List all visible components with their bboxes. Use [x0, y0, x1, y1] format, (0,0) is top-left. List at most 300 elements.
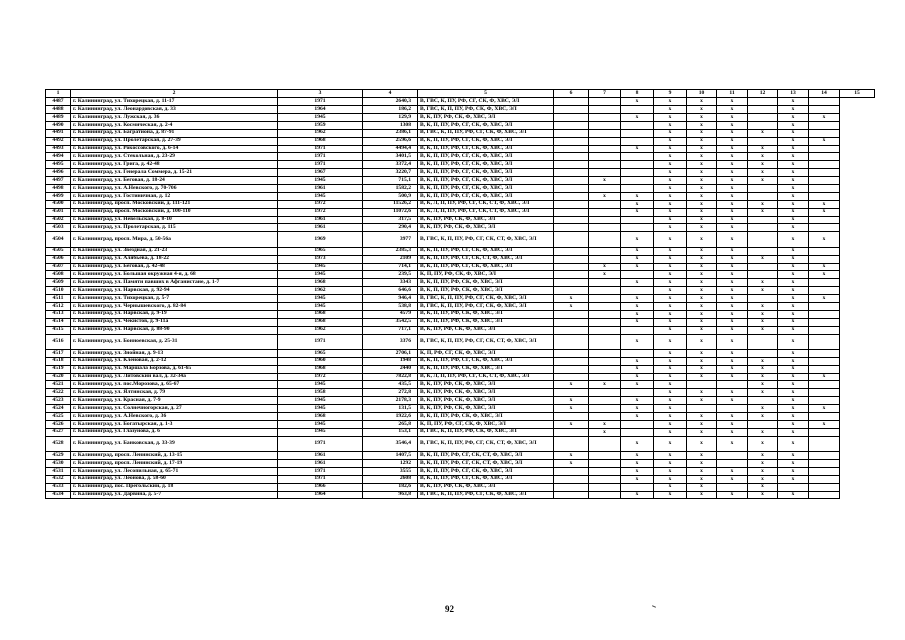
- mark-cell: x: [778, 405, 809, 413]
- area-cell: 11072,6: [363, 208, 418, 216]
- address-cell: г. Калининград, просп. Московский, д. 100-110: [71, 208, 278, 216]
- mark-cell: x: [778, 153, 809, 161]
- mark-cell: x: [717, 436, 748, 451]
- mark-cell: x: [687, 334, 717, 349]
- mark-cell: [589, 295, 621, 303]
- mark-cell: x: [717, 349, 748, 357]
- mark-cell: [621, 106, 654, 114]
- area-cell: 182,6: [363, 483, 418, 491]
- mark-cell: x: [654, 232, 687, 247]
- mark-cell: x: [778, 279, 809, 287]
- area-cell: 3555: [363, 467, 418, 475]
- address-cell: г. Калининград, ул. Знойная, д. 9-13: [71, 349, 278, 357]
- row-number: 4491: [46, 129, 71, 137]
- mark-cell: x: [687, 420, 717, 428]
- address-cell: г. Калининград, ул. А.Невского, д. 36: [71, 413, 278, 421]
- mark-cell: x: [717, 121, 748, 129]
- mark-cell: x: [778, 475, 809, 483]
- mark-cell: x: [654, 334, 687, 349]
- row-number: 4530: [46, 459, 71, 467]
- mark-cell: [554, 318, 589, 326]
- table-row: [46, 389, 875, 397]
- mark-cell: x: [654, 381, 687, 389]
- year-cell: 1968: [278, 279, 363, 287]
- systems-cell: В, К, ПУ, РФ, СК, Ф, ХВС, ЭЛ: [418, 405, 554, 413]
- area-cell: 3977: [363, 232, 418, 247]
- year-cell: 1945: [278, 192, 363, 200]
- table-row: [46, 161, 875, 169]
- mark-cell: x: [654, 467, 687, 475]
- mark-cell: x: [687, 216, 717, 224]
- mark-cell: x: [621, 413, 654, 421]
- address-cell: г. Калининград, ул. Звездная, д. 21-23: [71, 247, 278, 255]
- mark-cell: x: [778, 247, 809, 255]
- row-number: 4531: [46, 467, 71, 475]
- mark-cell: [589, 357, 621, 365]
- row-number: 4493: [46, 145, 71, 153]
- year-cell: 1971: [278, 334, 363, 349]
- mark-cell: x: [654, 475, 687, 483]
- mark-cell: x: [621, 459, 654, 467]
- area-cell: 3372,4: [363, 161, 418, 169]
- address-cell: г. Калининград, ул. Пролетарская, д. 115: [71, 224, 278, 232]
- mark-cell: [554, 287, 589, 295]
- mark-cell: x: [748, 318, 778, 326]
- mark-cell: [554, 184, 589, 192]
- mark-cell: x: [778, 389, 809, 397]
- mark-cell: x: [621, 397, 654, 405]
- mark-cell: x: [621, 263, 654, 271]
- address-cell: г. Калининград, ул. А.Невского, д. 70-706: [71, 184, 278, 192]
- address-cell: г. Калининград, ул. Тихорецкая, д. 5-7: [71, 295, 278, 303]
- row-number: 4517: [46, 349, 71, 357]
- area-cell: 2109: [363, 255, 418, 263]
- systems-cell: В, К, ПУ, РФ, СК, Ф, ХВС, ЭЛ: [418, 397, 554, 405]
- area-cell: 2386,1: [363, 129, 418, 137]
- area-cell: 2706,1: [363, 349, 418, 357]
- table-row: [46, 373, 875, 381]
- mark-cell: [589, 137, 621, 145]
- mark-cell: x: [809, 263, 840, 271]
- mark-cell: x: [778, 310, 809, 318]
- mark-cell: x: [687, 184, 717, 192]
- mark-cell: x: [809, 271, 840, 279]
- mark-cell: x: [687, 113, 717, 121]
- mark-cell: x: [778, 208, 809, 216]
- area-cell: 3343: [363, 279, 418, 287]
- table-row: [46, 365, 875, 373]
- mark-cell: [717, 452, 748, 460]
- row-number: 4526: [46, 420, 71, 428]
- mark-cell: x: [748, 161, 778, 169]
- mark-cell: [589, 349, 621, 357]
- year-cell: 1962: [278, 326, 363, 334]
- row-number: 4503: [46, 224, 71, 232]
- address-cell: г. Калининград, просп. Мира, д. 50-56а: [71, 232, 278, 247]
- mark-cell: [589, 106, 621, 114]
- mark-cell: x: [687, 263, 717, 271]
- row-number: 4534: [46, 491, 71, 499]
- systems-cell: В, К, ПУ, РФ, СК, Ф, ХВС, ЭЛ: [418, 216, 554, 224]
- systems-cell: К, П, ПУ, РФ, СГ, СК, Ф, ХВС, ЭЛ: [418, 420, 554, 428]
- mark-cell: x: [621, 405, 654, 413]
- mark-cell: x: [654, 255, 687, 263]
- mark-cell: x: [717, 247, 748, 255]
- mark-cell: x: [717, 137, 748, 145]
- year-cell: 1966: [278, 483, 363, 491]
- table-row: [46, 491, 875, 499]
- address-cell: г. Калининград, ул. Ялтинская, д. 79: [71, 389, 278, 397]
- mark-cell: x: [621, 318, 654, 326]
- mark-cell: x: [687, 459, 717, 467]
- row-number: 4508: [46, 271, 71, 279]
- mark-cell: x: [687, 357, 717, 365]
- mark-cell: x: [778, 137, 809, 145]
- mark-cell: [748, 271, 778, 279]
- mark-cell: [554, 192, 589, 200]
- table-row: [46, 216, 875, 224]
- address-cell: г. Калининград, ул. Невельская, д. 8-10: [71, 216, 278, 224]
- mark-cell: [621, 137, 654, 145]
- mark-cell: [589, 287, 621, 295]
- row-number: 4492: [46, 137, 71, 145]
- row-number: 4514: [46, 318, 71, 326]
- mark-cell: [809, 129, 840, 137]
- mark-cell: x: [748, 389, 778, 397]
- mark-cell: x: [778, 295, 809, 303]
- year-cell: 1945: [278, 397, 363, 405]
- address-cell: г. Калининград, просп. Ленинский, д. 13-15: [71, 452, 278, 460]
- systems-cell: В, ГВС, К, П, ПУ, РФ, СГ, СК, Ф, ХВС, ЭЛ: [418, 302, 554, 310]
- mark-cell: x: [654, 459, 687, 467]
- mark-cell: [621, 326, 654, 334]
- mark-cell: [621, 121, 654, 129]
- mark-cell: x: [687, 153, 717, 161]
- mark-cell: x: [748, 200, 778, 208]
- mark-cell: [589, 334, 621, 349]
- mark-cell: x: [809, 113, 840, 121]
- mark-cell: [809, 413, 840, 421]
- address-cell: г. Калининград, ул. Банковская, д. 33-39: [71, 436, 278, 451]
- table-row: [46, 113, 875, 121]
- mark-cell: [554, 349, 589, 357]
- mark-cell: x: [778, 326, 809, 334]
- mark-cell: [554, 279, 589, 287]
- area-cell: 963,8: [363, 491, 418, 499]
- mark-cell: x: [717, 365, 748, 373]
- mark-cell: [809, 381, 840, 389]
- column-header: 10: [687, 90, 717, 98]
- mark-cell: [809, 452, 840, 460]
- mark-cell: [687, 405, 717, 413]
- area-cell: 3220,7: [363, 169, 418, 177]
- mark-cell: x: [687, 475, 717, 483]
- address-cell: г. Калининград, ул. Генерала Соммера, д. 15-21: [71, 169, 278, 177]
- row-number: 4489: [46, 113, 71, 121]
- mark-cell: [589, 200, 621, 208]
- mark-cell: x: [621, 98, 654, 106]
- mark-cell: x: [748, 491, 778, 499]
- year-cell: 1945: [278, 381, 363, 389]
- mark-cell: x: [748, 357, 778, 365]
- mark-cell: [748, 137, 778, 145]
- systems-cell: В, ГВС, К, П, ПУ, РФ, СГ, СК, Ф, ХВС, ЭЛ: [418, 295, 554, 303]
- mark-cell: x: [717, 153, 748, 161]
- mark-cell: x: [778, 459, 809, 467]
- row-number: 4497: [46, 177, 71, 185]
- row-number: 4488: [46, 106, 71, 114]
- mark-cell: [809, 310, 840, 318]
- address-cell: г. Калининград, ул. Лужская, д. 36: [71, 113, 278, 121]
- row-number: 4501: [46, 208, 71, 216]
- systems-cell: В, К, ПУ, РФ, СК, Ф, ХВС, ЭЛ: [418, 113, 554, 121]
- row-number: 4527: [46, 428, 71, 436]
- mark-cell: [554, 121, 589, 129]
- area-cell: 4579: [363, 310, 418, 318]
- mark-cell: x: [621, 295, 654, 303]
- mark-cell: x: [717, 263, 748, 271]
- mark-cell: x: [687, 483, 717, 491]
- address-cell: г. Калининград, просп. Ленинский, д. 17-19: [71, 459, 278, 467]
- row-number: 4506: [46, 255, 71, 263]
- table-row: [46, 452, 875, 460]
- year-cell: 1968: [278, 413, 363, 421]
- mark-cell: [809, 349, 840, 357]
- page-number: 92: [445, 604, 454, 614]
- area-cell: 7822,8: [363, 373, 418, 381]
- mark-cell: [554, 224, 589, 232]
- systems-cell: В, К, П, ПУ, РФ, СК, Ф, ХВС, ЭЛ: [418, 279, 554, 287]
- year-cell: 1962: [278, 287, 363, 295]
- year-cell: 1971: [278, 436, 363, 451]
- mark-cell: x: [687, 318, 717, 326]
- mark-cell: x: [778, 145, 809, 153]
- area-cell: 435,5: [363, 381, 418, 389]
- address-cell: г. Калининград, ул. пос.Морозова, д. 65-67: [71, 381, 278, 389]
- column-header: 1: [46, 90, 71, 98]
- mark-cell: x: [778, 302, 809, 310]
- area-cell: 1292: [363, 459, 418, 467]
- mark-cell: x: [717, 184, 748, 192]
- mark-cell: x: [748, 177, 778, 185]
- mark-cell: x: [621, 373, 654, 381]
- mark-cell: [589, 145, 621, 153]
- mark-cell: x: [621, 436, 654, 451]
- mark-cell: x: [748, 483, 778, 491]
- mark-cell: [809, 145, 840, 153]
- mark-cell: [589, 413, 621, 421]
- mark-cell: x: [654, 318, 687, 326]
- column-header: 5: [418, 90, 554, 98]
- mark-cell: x: [621, 279, 654, 287]
- mark-cell: x: [809, 295, 840, 303]
- year-cell: 1971: [278, 98, 363, 106]
- mark-cell: x: [687, 287, 717, 295]
- address-cell: г. Калининград, ул. Тихорецкая, д. 11-17: [71, 98, 278, 106]
- mark-cell: x: [717, 397, 748, 405]
- row-number: 4520: [46, 373, 71, 381]
- year-cell: 1965: [278, 349, 363, 357]
- mark-cell: [748, 263, 778, 271]
- mark-cell: [589, 216, 621, 224]
- mark-cell: [621, 177, 654, 185]
- mark-cell: x: [809, 208, 840, 216]
- mark-cell: x: [687, 129, 717, 137]
- mark-cell: x: [621, 357, 654, 365]
- mark-cell: x: [748, 373, 778, 381]
- mark-cell: x: [717, 255, 748, 263]
- area-cell: 153,1: [363, 428, 418, 436]
- mark-cell: x: [687, 452, 717, 460]
- mark-cell: x: [554, 397, 589, 405]
- mark-cell: [589, 452, 621, 460]
- mark-cell: x: [687, 365, 717, 373]
- mark-cell: x: [748, 145, 778, 153]
- mark-cell: x: [687, 467, 717, 475]
- systems-cell: В, ГВС, К, П, ПУ, РФ, СК, Ф, ХВС, ЭЛ: [418, 106, 554, 114]
- mark-cell: x: [717, 491, 748, 499]
- year-cell: 1968: [278, 318, 363, 326]
- mark-cell: x: [621, 452, 654, 460]
- mark-cell: x: [687, 279, 717, 287]
- mark-cell: x: [748, 459, 778, 467]
- mark-cell: [554, 153, 589, 161]
- mark-cell: [554, 357, 589, 365]
- row-number: 4533: [46, 483, 71, 491]
- mark-cell: [809, 216, 840, 224]
- year-cell: 1961: [278, 216, 363, 224]
- row-number: 4500: [46, 200, 71, 208]
- table-row: [46, 121, 875, 129]
- mark-cell: [554, 208, 589, 216]
- mark-cell: [554, 106, 589, 114]
- year-cell: 1945: [278, 428, 363, 436]
- mark-cell: [687, 381, 717, 389]
- mark-cell: x: [809, 137, 840, 145]
- mark-cell: x: [654, 192, 687, 200]
- mark-cell: x: [748, 467, 778, 475]
- year-cell: 1961: [278, 459, 363, 467]
- mark-cell: x: [687, 428, 717, 436]
- mark-cell: x: [654, 389, 687, 397]
- row-number: 4504: [46, 232, 71, 247]
- mark-cell: x: [748, 208, 778, 216]
- mark-cell: [589, 459, 621, 467]
- year-cell: 1961: [278, 184, 363, 192]
- mark-cell: x: [621, 381, 654, 389]
- mark-cell: [809, 255, 840, 263]
- mark-cell: x: [687, 295, 717, 303]
- year-cell: 1964: [278, 106, 363, 114]
- mark-cell: x: [687, 200, 717, 208]
- systems-cell: В, К, П, ПУ, РФ, СГ, СК, Ф, ХВС, ЭЛ: [418, 192, 554, 200]
- mark-cell: x: [654, 279, 687, 287]
- row-number: 4513: [46, 310, 71, 318]
- mark-cell: x: [687, 106, 717, 114]
- table-row: [46, 153, 875, 161]
- column-header: 7: [589, 90, 621, 98]
- mark-cell: [621, 349, 654, 357]
- mark-cell: x: [778, 271, 809, 279]
- mark-cell: x: [717, 129, 748, 137]
- table-row: [46, 381, 875, 389]
- mark-cell: x: [687, 310, 717, 318]
- table-row: [46, 106, 875, 114]
- mark-cell: x: [717, 467, 748, 475]
- mark-cell: x: [687, 177, 717, 185]
- mark-cell: [554, 365, 589, 373]
- mark-cell: x: [748, 153, 778, 161]
- address-cell: г. Калининград, ул. Литовский вал, д. 32-34а: [71, 373, 278, 381]
- mark-cell: x: [654, 271, 687, 279]
- year-cell: 1964: [278, 491, 363, 499]
- mark-cell: x: [687, 98, 717, 106]
- mark-cell: x: [589, 192, 621, 200]
- year-cell: 1967: [278, 169, 363, 177]
- mark-cell: x: [654, 153, 687, 161]
- mark-cell: x: [687, 271, 717, 279]
- mark-cell: [809, 121, 840, 129]
- mark-cell: x: [654, 452, 687, 460]
- systems-cell: В, К, П, ПУ, РФ, СГ, СК, Ф, ХВС, ЭЛ: [418, 145, 554, 153]
- mark-cell: [554, 145, 589, 153]
- mark-cell: [748, 295, 778, 303]
- mark-cell: [809, 357, 840, 365]
- table-row: [46, 475, 875, 483]
- mark-cell: x: [809, 373, 840, 381]
- mark-cell: x: [778, 467, 809, 475]
- mark-cell: [748, 184, 778, 192]
- mark-cell: x: [621, 475, 654, 483]
- mark-cell: x: [748, 405, 778, 413]
- table-row: [46, 263, 875, 271]
- table-row: [46, 271, 875, 279]
- year-cell: 1945: [278, 420, 363, 428]
- mark-cell: x: [717, 389, 748, 397]
- mark-cell: [809, 247, 840, 255]
- mark-cell: x: [687, 436, 717, 451]
- mark-cell: x: [654, 373, 687, 381]
- mark-cell: x: [654, 145, 687, 153]
- table-row: [46, 177, 875, 185]
- mark-cell: [809, 153, 840, 161]
- mark-cell: x: [654, 263, 687, 271]
- year-cell: 1971: [278, 475, 363, 483]
- row-number: 4522: [46, 389, 71, 397]
- mark-cell: x: [654, 161, 687, 169]
- systems-cell: В, ГВС, К, П, ПУ, РФ, СГ, СК, Ф, ХВС, ЭЛ: [418, 491, 554, 499]
- mark-cell: [589, 318, 621, 326]
- mark-cell: x: [654, 405, 687, 413]
- table-row: [46, 224, 875, 232]
- mark-cell: x: [748, 326, 778, 334]
- mark-cell: [554, 169, 589, 177]
- area-cell: 2608: [363, 475, 418, 483]
- mark-cell: [809, 98, 840, 106]
- mark-cell: x: [654, 106, 687, 114]
- row-number: 4510: [46, 287, 71, 295]
- column-header: 13: [778, 90, 809, 98]
- year-cell: 1945: [278, 302, 363, 310]
- row-number: 4495: [46, 161, 71, 169]
- mark-cell: x: [778, 428, 809, 436]
- mark-cell: [554, 491, 589, 499]
- mark-cell: [621, 420, 654, 428]
- year-cell: 1959: [278, 121, 363, 129]
- mark-cell: x: [717, 98, 748, 106]
- mark-cell: x: [589, 381, 621, 389]
- mark-cell: x: [717, 177, 748, 185]
